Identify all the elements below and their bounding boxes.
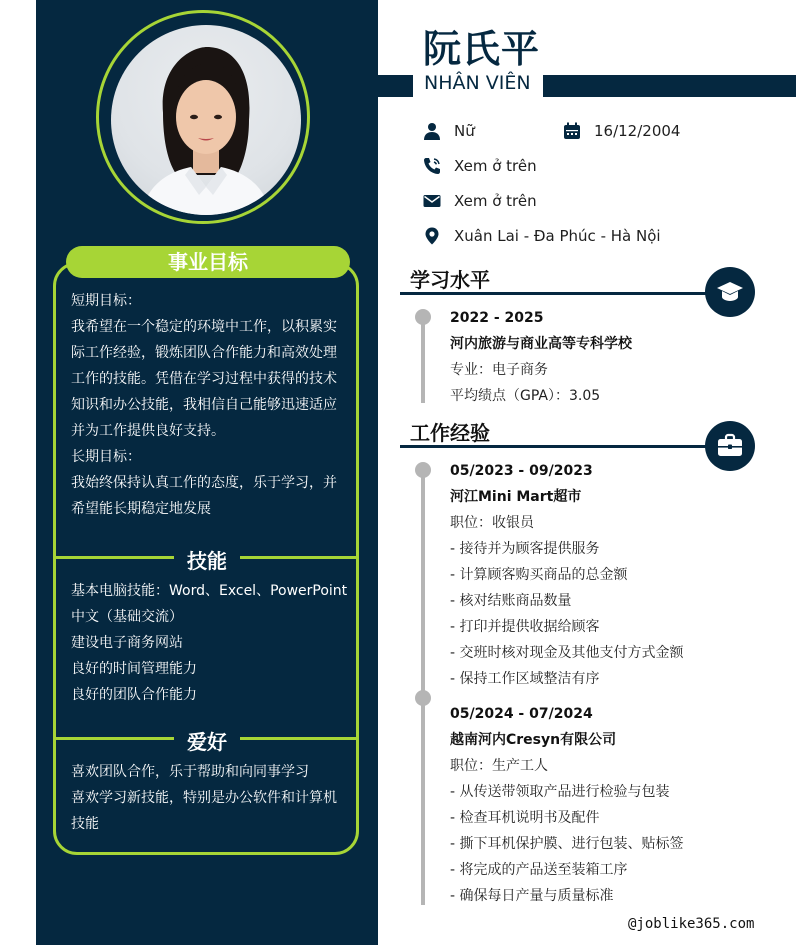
skill-item: 良好的时间管理能力: [71, 661, 197, 677]
job-period: 05/2023 - 09/2023: [450, 463, 593, 479]
education-heading-line: [400, 292, 720, 295]
experience-timeline-dot: [415, 462, 431, 478]
objective-text: [71, 288, 343, 522]
objective-line: 短期目标：: [71, 293, 141, 309]
skill-item: 基本电脑技能：Word、Excel、PowerPoint: [71, 583, 348, 599]
objective-line: 希望能长期稳定地发展: [71, 501, 211, 517]
experience-timeline-dot: [415, 690, 431, 706]
footer-watermark: @joblike365.com: [628, 916, 755, 932]
objective-line: 知识和办公技能，我相信自己能够迅速适应: [71, 397, 337, 413]
education-heading: 学习水平: [410, 268, 490, 292]
profile-photo: [111, 25, 301, 215]
skill-item: 建设电子商务网站: [71, 635, 183, 651]
job-duty: - 将完成的产品送至装箱工序: [450, 862, 628, 878]
job-duty: - 打印并提供收据给顾客: [450, 619, 600, 635]
skills-divider-right: [240, 556, 358, 559]
job-duty: - 计算顾客购买商品的总金额: [450, 567, 628, 583]
experience-icon-circle: [705, 421, 755, 471]
birthdate-value: 16/12/2004: [594, 122, 681, 140]
education-icon-circle: [705, 267, 755, 317]
education-gpa: 平均绩点（GPA）：3.05: [450, 388, 601, 404]
objective-line: 工作的技能。凭借在学习过程中获得的技术: [71, 371, 337, 387]
phone-icon: [423, 157, 441, 175]
briefcase-icon: [716, 432, 744, 460]
objective-line: 长期目标：: [71, 449, 141, 465]
graduation-cap-icon: [716, 278, 744, 306]
candidate-name: 阮氏平: [423, 27, 541, 71]
hobby-line: 喜欢团队合作，乐于帮助和向同事学习: [71, 764, 309, 780]
job-position: 职位：收银员: [450, 515, 534, 531]
education-entry: [450, 305, 632, 409]
hobbies-divider-left: [56, 737, 174, 740]
job-title: NHÂN VIÊN: [424, 72, 531, 94]
objective-line: 我始终保持认真工作的态度，乐于学习，并: [71, 475, 337, 491]
skills-list: [71, 578, 348, 708]
user-icon: [423, 122, 441, 140]
hobbies-text: [71, 759, 343, 837]
phone-value: Xem ở trên: [454, 157, 537, 175]
gender-value: Nữ: [454, 122, 475, 140]
location-icon: [423, 227, 441, 245]
job-company: 河江Mini Mart超市: [450, 489, 582, 505]
skills-divider-left: [56, 556, 174, 559]
calendar-icon: [563, 122, 581, 140]
job-duty: - 接待并为顾客提供服务: [450, 541, 600, 557]
objective-heading: 事业目标: [168, 250, 248, 274]
objective-line: 际工作经验，锻炼团队合作能力和高效处理: [71, 345, 337, 361]
experience-timeline: [421, 470, 425, 905]
job-entry: [450, 458, 684, 692]
objective-line: 我希望在一个稳定的环境中工作，以积累实: [71, 319, 337, 335]
objective-line: 并为工作提供良好支持。: [71, 423, 225, 439]
job-duty: - 交班时核对现金及其他支付方式金额: [450, 645, 684, 661]
experience-heading: 工作经验: [410, 421, 490, 445]
skill-item: 良好的团队合作能力: [71, 687, 197, 703]
skills-heading: 技能: [187, 549, 227, 573]
job-period: 05/2024 - 07/2024: [450, 706, 593, 722]
education-major: 专业：电子商务: [450, 362, 548, 378]
education-timeline-dot: [415, 309, 431, 325]
hobbies-heading: 爱好: [187, 730, 227, 754]
job-duty: - 核对结账商品数量: [450, 593, 572, 609]
job-company: 越南河内Cresyn有限公司: [450, 732, 617, 748]
skill-item: 中文（基础交流）: [71, 609, 183, 625]
education-school: 河内旅游与商业高等专科学校: [450, 336, 632, 352]
email-value: Xem ở trên: [454, 192, 537, 210]
education-timeline: [421, 317, 425, 403]
address-value: Xuân Lai - Đa Phúc - Hà Nội: [454, 227, 661, 245]
job-duty: - 检查耳机说明书及配件: [450, 810, 600, 826]
job-position: 职位：生产工人: [450, 758, 548, 774]
education-period: 2022 - 2025: [450, 310, 544, 326]
job-duty: - 保持工作区域整洁有序: [450, 671, 600, 687]
job-duty: - 从传送带领取产品进行检验与包装: [450, 784, 670, 800]
hobbies-divider-right: [240, 737, 358, 740]
job-duty: - 撕下耳机保护膜、进行包装、贴标签: [450, 836, 684, 852]
job-entry: [450, 701, 684, 909]
envelope-icon: [423, 192, 441, 210]
hobby-line: 技能: [71, 816, 99, 832]
job-duty: - 确保每日产量与质量标准: [450, 888, 614, 904]
hobby-line: 喜欢学习新技能，特别是办公软件和计算机: [71, 790, 337, 806]
experience-heading-line: [400, 445, 720, 448]
